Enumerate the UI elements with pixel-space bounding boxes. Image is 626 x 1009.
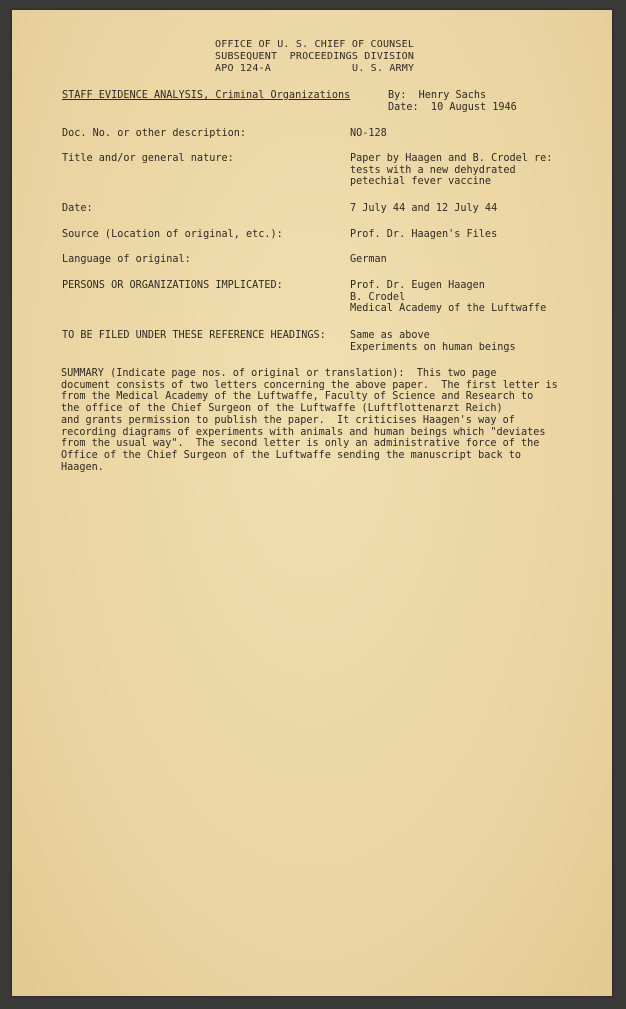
field-value-persons: Prof. Dr. Eugen Haagen B. Crodel Medical Academy of the Luftwaffe — [350, 280, 547, 314]
header-army: U. S. ARMY — [352, 63, 415, 74]
analysis-title: STAFF EVIDENCE ANALYSIS, Criminal Organizations — [62, 90, 351, 101]
field-label-language: Language of original: — [62, 254, 191, 265]
field-label-date: Date: — [62, 203, 93, 214]
field-value-title: Paper by Haagen and B. Crodel re: tests with a new dehydrated petechial fever vaccine — [350, 153, 553, 187]
field-label-source: Source (Location of original, etc.): — [62, 229, 283, 240]
field-label-reference: TO BE FILED UNDER THESE REFERENCE HEADINGS: — [62, 330, 326, 341]
field-value-language: German — [350, 254, 387, 265]
field-value-source: Prof. Dr. Haagen's Files — [350, 229, 498, 240]
header-line-1: OFFICE OF U. S. CHIEF OF COUNSEL — [215, 39, 415, 50]
document-page — [12, 10, 612, 996]
header-apo: APO 124-A — [215, 63, 271, 74]
field-value-doc-no: NO-128 — [350, 128, 387, 139]
field-label-persons: PERSONS OR ORGANIZATIONS IMPLICATED: — [62, 280, 283, 291]
field-label-title: Title and/or general nature: — [62, 153, 234, 164]
field-label-doc-no: Doc. No. or other description: — [62, 128, 247, 139]
analysis-by: By: Henry Sachs — [388, 90, 487, 101]
summary-paragraph: SUMMARY (Indicate page nos. of original or translation): This two page document consists of two letters concerning the above paper. The first letter is from the Medical Academy of the Luftwaffe, Faculty of Science and Research to the office of the Chief Surgeon of the Luftwaffe (Luftflottenarzt Reich) and grants permission to publish the paper. It criticises Haagen's way of recording diagrams of experiments with animals and human beings which "deviates from the usual way". The second letter is only an administrative force of the Office of the Chief Surgeon of the Luftwaffe sending the manuscript back to Haagen. — [61, 368, 558, 473]
analysis-date: Date: 10 August 1946 — [388, 102, 517, 113]
field-value-reference: Same as above Experiments on human beings — [350, 330, 516, 353]
header-line-2: SUBSEQUENT PROCEEDINGS DIVISION — [215, 51, 415, 62]
field-value-date: 7 July 44 and 12 July 44 — [350, 203, 498, 214]
